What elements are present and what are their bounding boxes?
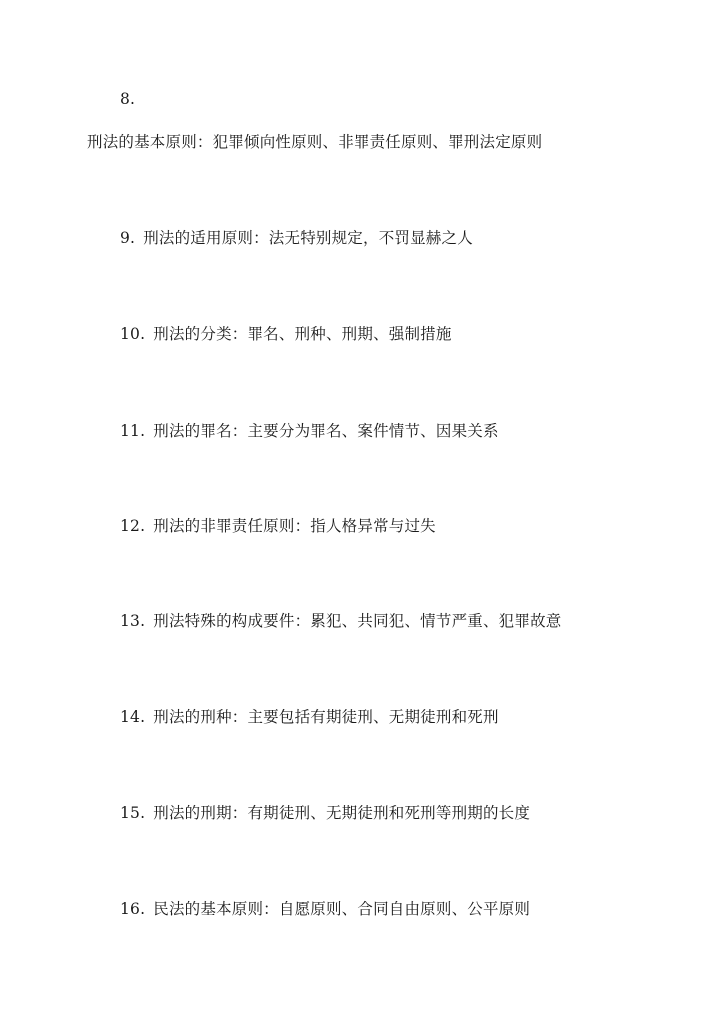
list-item-16 [120,899,530,919]
list-item-9 [120,228,473,248]
list-item-8-text [87,132,542,152]
item-number: 8. [120,90,136,108]
item-text: 刑法的适用原则：法无特别规定，不罚显赫之人 [143,229,473,247]
list-item-10 [120,324,452,344]
list-item-12 [120,516,436,536]
item-text: 刑法特殊的构成要件：累犯、共同犯、情节严重、犯罪故意 [153,612,562,630]
item-number: 9. [120,229,136,247]
item-number: 10. [120,325,146,343]
list-item-15 [120,803,530,823]
list-item-13 [120,611,561,631]
list-item-8 [120,89,143,109]
item-text: 刑法的分类：罪名、刑种、刑期、强制措施 [153,325,452,343]
item-text: 刑法的罪名：主要分为罪名、案件情节、因果关系 [153,422,499,440]
item-text: 刑法的非罪责任原则：指人格异常与过失 [153,517,436,535]
list-item-11 [120,421,499,441]
item-text: 刑法的刑期：有期徒刑、无期徒刑和死刑等刑期的长度 [153,804,531,822]
item-text: 民法的基本原则：自愿原则、合同自由原则、公平原则 [153,900,531,918]
item-number: 14. [120,708,146,726]
item-text: 刑法的基本原则：犯罪倾向性原则、非罪责任原则、罪刑法定原则 [87,133,543,151]
item-number: 16. [120,900,146,918]
item-text: 刑法的刑种：主要包括有期徒刑、无期徒刑和死刑 [153,708,499,726]
item-number: 11. [120,422,146,440]
item-number: 13. [120,612,146,630]
item-number: 15. [120,804,146,822]
list-item-14 [120,707,499,727]
item-number: 12. [120,517,146,535]
